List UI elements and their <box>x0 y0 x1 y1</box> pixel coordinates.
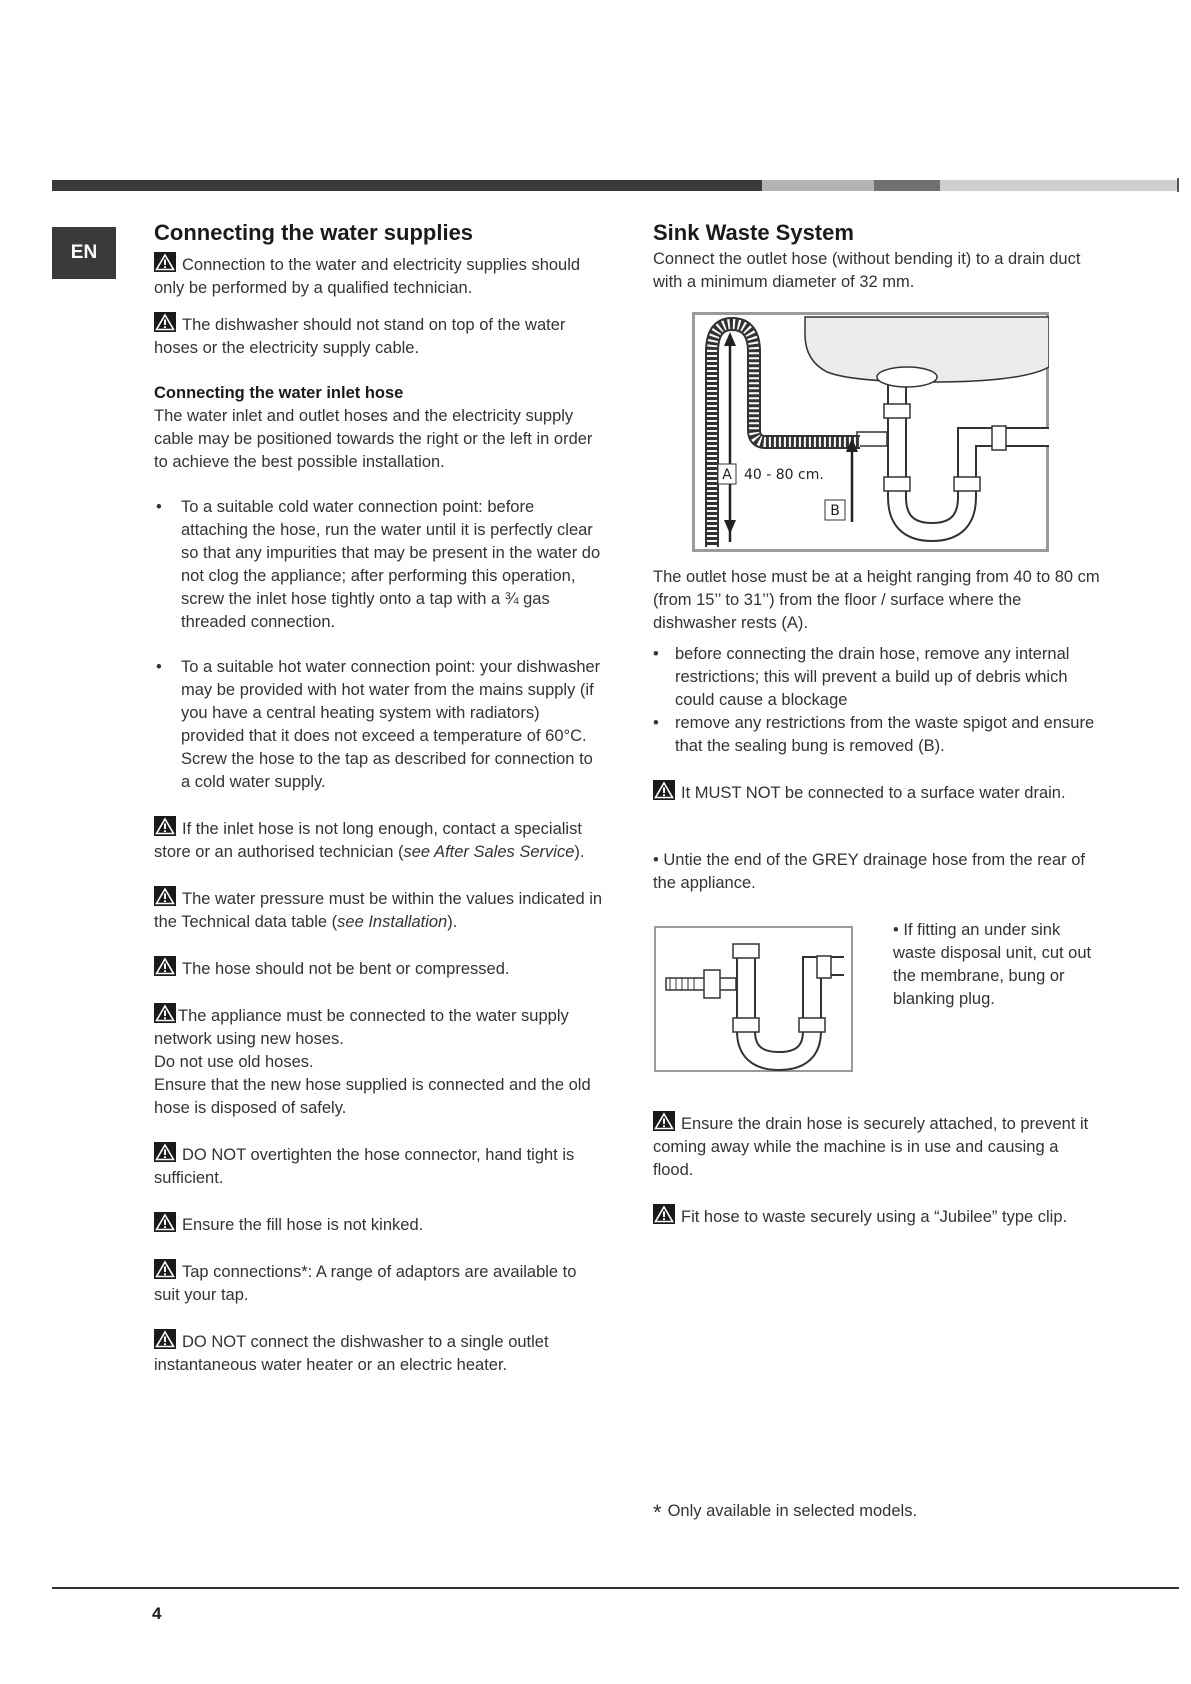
warning-text: Do not use old hoses. <box>154 1053 314 1071</box>
header-bar-light <box>762 180 874 191</box>
warning-water-heater <box>154 1329 604 1377</box>
warning-icon <box>154 312 176 332</box>
pipe-nut <box>884 404 910 418</box>
warning-text: Fit hose to waste securely using a “Jubilee” type clip. <box>681 1208 1068 1226</box>
pipe-nut <box>733 1018 759 1032</box>
footnote-text: Only available in selected models. <box>667 1502 918 1520</box>
bullet: • <box>156 498 162 516</box>
footnote <box>653 1500 917 1526</box>
list-item-text: To a suitable cold water connection point: before attaching the hose, run the water until it is perfectly clear so that any impurities that may be present in the water do not clog the appliance; after performing this operation, screw the inlet hose tightly onto a tap with a ¾ gas threaded connection. <box>181 498 601 631</box>
header-bar-dark <box>52 180 762 191</box>
warning-text: Ensure the drain hose is securely attached, to prevent it coming away while the machine is in use and causing a flood. <box>653 1115 1089 1179</box>
warning-icon <box>653 1111 675 1131</box>
warning-text: Connection to the water and electricity supplies should only be performed by a qualified technician. <box>154 256 581 297</box>
warning-icon <box>154 1259 176 1279</box>
sink-disposal-note: • If fitting an under sink waste disposal unit, cut out the membrane, bung or blanking plug. <box>893 921 1092 1008</box>
warning-hose-bent <box>154 956 604 981</box>
warning-icon <box>154 956 176 976</box>
pipe-nut <box>992 426 1006 450</box>
cross-reference: see After Sales Service <box>403 843 575 861</box>
footer-rule <box>52 1587 1179 1589</box>
warning-text: The appliance must be connected to the water supply network using new hoses. <box>154 1007 569 1048</box>
list-item-text: remove any restrictions from the waste spigot and ensure that the sealing bung is removed (B). <box>675 714 1095 755</box>
pipe-nut <box>733 944 759 958</box>
label-b: B <box>830 503 840 519</box>
warning-tap-connections <box>154 1259 604 1307</box>
inlet-hose-text: The water inlet and outlet hoses and the electricity supply cable may be positioned towards the right or the left in order to achieve the best possible installation. <box>154 407 593 471</box>
list-item-cold-water <box>154 496 604 634</box>
drain-hose-height-diagram <box>692 312 1049 552</box>
list-item-remove-restrictions <box>653 643 1103 712</box>
warning-qualified-technician <box>154 252 604 300</box>
warning-text: Tap connections*: A range of adaptors are available to suit your tap. <box>154 1263 577 1304</box>
warning-text: If the inlet hose is not long enough, contact a specialist store or an authorised technician ( <box>154 820 582 861</box>
height-range-label: 40 - 80 cm. <box>744 467 824 483</box>
list-item-sealing-bung <box>653 712 1103 758</box>
warning-icon <box>154 1212 176 1232</box>
footnote-asterisk: * <box>653 1500 662 1525</box>
list-item-hot-water <box>154 656 604 794</box>
section-title-sink-waste: Sink Waste System <box>653 220 854 245</box>
warning-text: The dishwasher should not stand on top of the water hoses or the electricity supply cable. <box>154 316 566 357</box>
warning-text: The water pressure must be within the values indicated in the Technical data table ( <box>154 890 603 931</box>
warning-icon <box>653 780 675 800</box>
waste-trap-diagram <box>654 926 853 1072</box>
warning-overtighten <box>154 1142 604 1190</box>
spigot-nut <box>704 970 720 998</box>
warning-text: DO NOT overtighten the hose connector, hand tight is sufficient. <box>154 1146 575 1187</box>
warning-text: DO NOT connect the dishwasher to a single outlet instantaneous water heater or an electric heater. <box>154 1333 549 1374</box>
warning-text: It MUST NOT be connected to a surface water drain. <box>681 784 1066 802</box>
untie-hose-text: • Untie the end of the GREY drainage hose from the rear of the appliance. <box>653 851 1085 892</box>
warning-hoses-cable <box>154 312 604 360</box>
warning-icon <box>154 1142 176 1162</box>
bullet: • <box>156 658 162 676</box>
warning-text: ). <box>447 913 458 931</box>
warning-surface-drain <box>653 780 1103 805</box>
warning-icon <box>154 252 176 272</box>
warning-icon <box>653 1204 675 1224</box>
header-bar-end <box>1177 178 1179 192</box>
bullet: • <box>653 645 659 663</box>
sink-outlet <box>877 367 937 387</box>
warning-jubilee-clip <box>653 1204 1103 1229</box>
label-a: A <box>722 467 732 483</box>
list-item-text: To a suitable hot water connection point: your dishwasher may be provided with hot water from the mains supply (if you have a central heating system with radiators) provided that it does not exceed a temperature of 60°C. <box>181 658 601 745</box>
sink-waste-intro: Connect the outlet hose (without bending it) to a drain duct with a minimum diameter of 32 mm. <box>653 250 1081 291</box>
list-item-text: Screw the hose to the tap as described for connection to a cold water supply. <box>181 750 593 791</box>
warning-text: Ensure the fill hose is not kinked. <box>182 1216 424 1234</box>
pipe-nut <box>954 477 980 491</box>
language-badge: EN <box>52 227 116 279</box>
right-column-lower <box>653 566 1103 895</box>
bullet: • <box>653 714 659 732</box>
waste-spigot <box>857 432 887 446</box>
right-column <box>653 218 1103 294</box>
header-bar-pale <box>940 180 1178 191</box>
pipe-nut <box>799 1018 825 1032</box>
right-column-bottom <box>653 1111 1103 1229</box>
list-item-text: before connecting the drain hose, remove any internal restrictions; this will prevent a build up of debris which could cause a blockage <box>675 645 1070 709</box>
warning-text: ). <box>574 843 585 861</box>
section-title-water-supplies: Connecting the water supplies <box>154 220 474 245</box>
cross-reference: see Installation <box>337 913 448 931</box>
warning-icon <box>154 1329 176 1349</box>
warning-icon <box>154 886 176 906</box>
warning-text: The hose should not be bent or compressed. <box>182 960 510 978</box>
height-text: The outlet hose must be at a height ranging from 40 to 80 cm (from 15’’ to 31’’) from the floor / surface where the dishwasher rests (A). <box>653 568 1100 632</box>
page-number: 4 <box>152 1604 162 1623</box>
warning-new-hoses <box>154 1003 604 1120</box>
warning-drain-secure <box>653 1111 1103 1182</box>
pipe-nut <box>884 477 910 491</box>
warning-water-pressure <box>154 886 604 934</box>
subheading-inlet-hose: Connecting the water inlet hose <box>154 384 404 402</box>
pipe-nut <box>817 956 831 978</box>
warning-inlet-length <box>154 816 604 864</box>
left-column <box>154 218 604 1377</box>
warning-icon <box>154 816 176 836</box>
warning-icon <box>154 1003 176 1023</box>
header-bar-mid <box>874 180 940 191</box>
warning-text: Ensure that the new hose supplied is connected and the old hose is disposed of safely. <box>154 1076 591 1117</box>
warning-fill-hose-kinked <box>154 1212 604 1237</box>
